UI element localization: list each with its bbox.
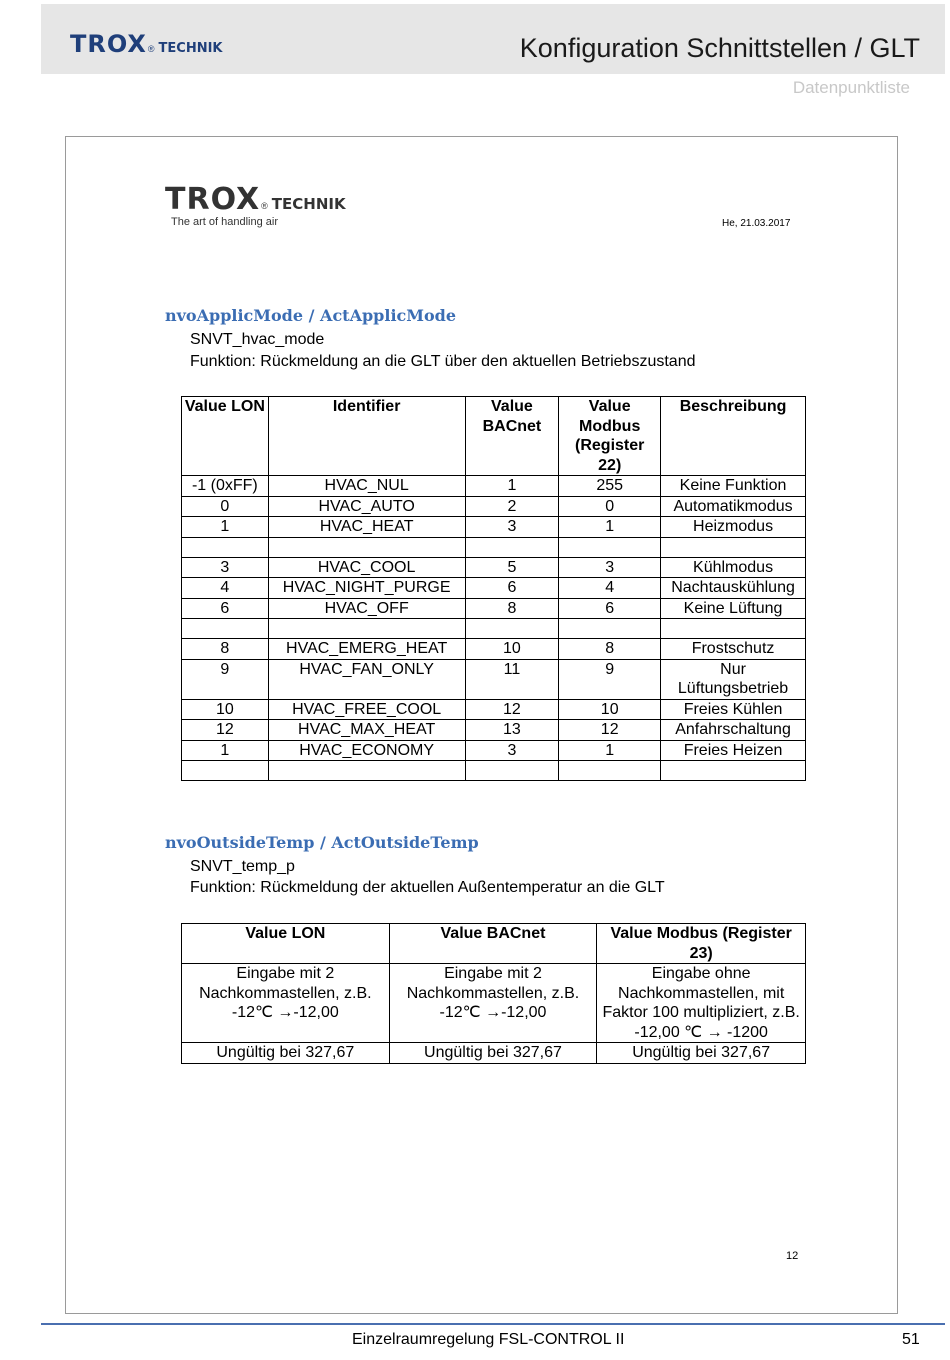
table-cell: HVAC_COOL (268, 557, 465, 578)
footer-page-number: 51 (902, 1331, 920, 1348)
column-header: Value LON (182, 924, 390, 964)
trox-logo (70, 30, 223, 58)
table-cell: 4 (559, 578, 661, 599)
table-cell: HVAC_NIGHT_PURGE (268, 578, 465, 599)
table-cell: HVAC_ECONOMY (268, 740, 465, 761)
table-cell: 10 (465, 639, 559, 660)
column-header: Value Modbus (Register 22) (559, 397, 661, 476)
table-row (182, 517, 806, 538)
table-cell: 0 (559, 496, 661, 517)
table-cell: 10 (559, 699, 661, 720)
table-row (182, 1043, 806, 1064)
table-cell: 255 (559, 476, 661, 497)
section-type-applic-mode: SNVT_hvac_mode (190, 331, 325, 348)
table-cell: 1 (559, 517, 661, 538)
column-header: Value LON (182, 397, 269, 476)
table-cell (268, 761, 465, 781)
column-header: Value BACnet (389, 924, 597, 964)
table-cell: Kühlmodus (661, 557, 806, 578)
table-cell: 9 (559, 659, 661, 699)
logo-tagline: The art of handling air (171, 216, 279, 228)
table-cell (559, 619, 661, 639)
table-cell: Frostschutz (661, 639, 806, 660)
table-cell: Freies Heizen (661, 740, 806, 761)
table-cell: HVAC_OFF (268, 598, 465, 619)
table-cell (465, 537, 559, 557)
table-cell: Freies Kühlen (661, 699, 806, 720)
document-date: He, 21.03.2017 (722, 218, 791, 229)
table-row (182, 496, 806, 517)
document-logo (165, 182, 346, 217)
column-header: Value Modbus (Register 23) (597, 924, 806, 964)
table-cell: 0 (182, 496, 269, 517)
table-row (182, 619, 806, 639)
table-cell (559, 537, 661, 557)
table-row (182, 557, 806, 578)
table-cell (182, 537, 269, 557)
table-cell: 12 (182, 720, 269, 741)
table-row (182, 699, 806, 720)
table-cell: Nur Lüftungsbetrieb (661, 659, 806, 699)
table-cell: 4 (182, 578, 269, 599)
table-cell: Ungültig bei 327,67 (597, 1043, 806, 1064)
table-cell: 3 (465, 740, 559, 761)
table-row (182, 578, 806, 599)
doc-logo-sub: TECHNIK (271, 195, 346, 213)
applic-mode-table (181, 396, 806, 781)
table-cell: 6 (465, 578, 559, 599)
table-cell: 8 (465, 598, 559, 619)
column-header: Beschreibung (661, 397, 806, 476)
section-title-outside-temp: nvoOutsideTemp / ActOutsideTemp (165, 833, 479, 852)
table-row (182, 537, 806, 557)
doc-logo-brand: TROX (165, 182, 261, 217)
table-cell: 11 (465, 659, 559, 699)
table-cell: 6 (559, 598, 661, 619)
table-cell (268, 619, 465, 639)
section-type-outside-temp: SNVT_temp_p (190, 858, 295, 875)
page-title: Konfiguration Schnittstellen / GLT (519, 33, 920, 63)
column-header: Value BACnet (465, 397, 559, 476)
table-cell: Ungültig bei 327,67 (389, 1043, 597, 1064)
table-cell (661, 761, 806, 781)
table-cell: 8 (182, 639, 269, 660)
page-subtitle: Datenpunktliste (792, 78, 910, 97)
table-cell: Eingabe ohne Nachkommastellen, mit Faktor 100 multipliziert, z.B. -12,00 ℃ → -1200 (597, 964, 806, 1043)
section-function-outside-temp: Funktion: Rückmeldung der aktuellen Außentemperatur an die GLT (190, 879, 665, 896)
table-cell: HVAC_EMERG_HEAT (268, 639, 465, 660)
table-row (182, 659, 806, 699)
logo-registered-mark: ® (147, 44, 155, 54)
footer-text: Einzelraumregelung FSL-CONTROL II (352, 1331, 625, 1348)
table-cell: 1 (182, 740, 269, 761)
table-cell (559, 761, 661, 781)
table-cell: Heizmodus (661, 517, 806, 538)
table-cell: 12 (465, 699, 559, 720)
table-row (182, 598, 806, 619)
table-cell: HVAC_AUTO (268, 496, 465, 517)
column-header: Identifier (268, 397, 465, 476)
table-row (182, 964, 806, 1043)
table-cell (465, 761, 559, 781)
table-cell: 3 (182, 557, 269, 578)
table-cell (465, 619, 559, 639)
section-title-applic-mode: nvoApplicMode / ActApplicMode (165, 306, 457, 325)
table-cell: 1 (182, 517, 269, 538)
table-cell: 6 (182, 598, 269, 619)
table-header-row (182, 924, 806, 964)
table-header-row (182, 397, 806, 476)
table-row (182, 761, 806, 781)
section-function-applic-mode: Funktion: Rückmeldung an die GLT über den aktuellen Betriebszustand (190, 353, 696, 370)
table-cell (661, 537, 806, 557)
doc-logo-registered-mark: ® (261, 201, 268, 211)
outside-temp-table (181, 923, 806, 1064)
table-cell: 5 (465, 557, 559, 578)
table-cell: Ungültig bei 327,67 (182, 1043, 390, 1064)
table-cell: HVAC_HEAT (268, 517, 465, 538)
table-cell (182, 761, 269, 781)
table-cell: 2 (465, 496, 559, 517)
table-row (182, 720, 806, 741)
table-cell: HVAC_MAX_HEAT (268, 720, 465, 741)
table-row (182, 740, 806, 761)
table-cell: 1 (465, 476, 559, 497)
table-cell: HVAC_FREE_COOL (268, 699, 465, 720)
table-cell: Keine Lüftung (661, 598, 806, 619)
table-cell: -1 (0xFF) (182, 476, 269, 497)
table-cell: 3 (465, 517, 559, 538)
table-row (182, 476, 806, 497)
table-cell: HVAC_NUL (268, 476, 465, 497)
footer-divider (41, 1323, 945, 1325)
table-cell: 1 (559, 740, 661, 761)
table-cell: Nachtauskühlung (661, 578, 806, 599)
table-row (182, 639, 806, 660)
table-cell: 9 (182, 659, 269, 699)
table-cell: Anfahrschaltung (661, 720, 806, 741)
table-cell: HVAC_FAN_ONLY (268, 659, 465, 699)
table-cell (182, 619, 269, 639)
table-cell: 12 (559, 720, 661, 741)
table-cell (268, 537, 465, 557)
logo-sub: TECHNIK (158, 41, 223, 56)
table-cell: 8 (559, 639, 661, 660)
table-cell: 3 (559, 557, 661, 578)
table-cell: Keine Funktion (661, 476, 806, 497)
table-cell: 10 (182, 699, 269, 720)
document-page-number: 12 (786, 1250, 799, 1262)
logo-brand: TROX (70, 30, 147, 58)
table-cell: Automatikmodus (661, 496, 806, 517)
table-cell (661, 619, 806, 639)
table-cell: 13 (465, 720, 559, 741)
table-cell: Eingabe mit 2 Nachkommastellen, z.B. -12℃ →-12,00 (182, 964, 390, 1043)
table-cell: Eingabe mit 2 Nachkommastellen, z.B. -12℃ →-12,00 (389, 964, 597, 1043)
